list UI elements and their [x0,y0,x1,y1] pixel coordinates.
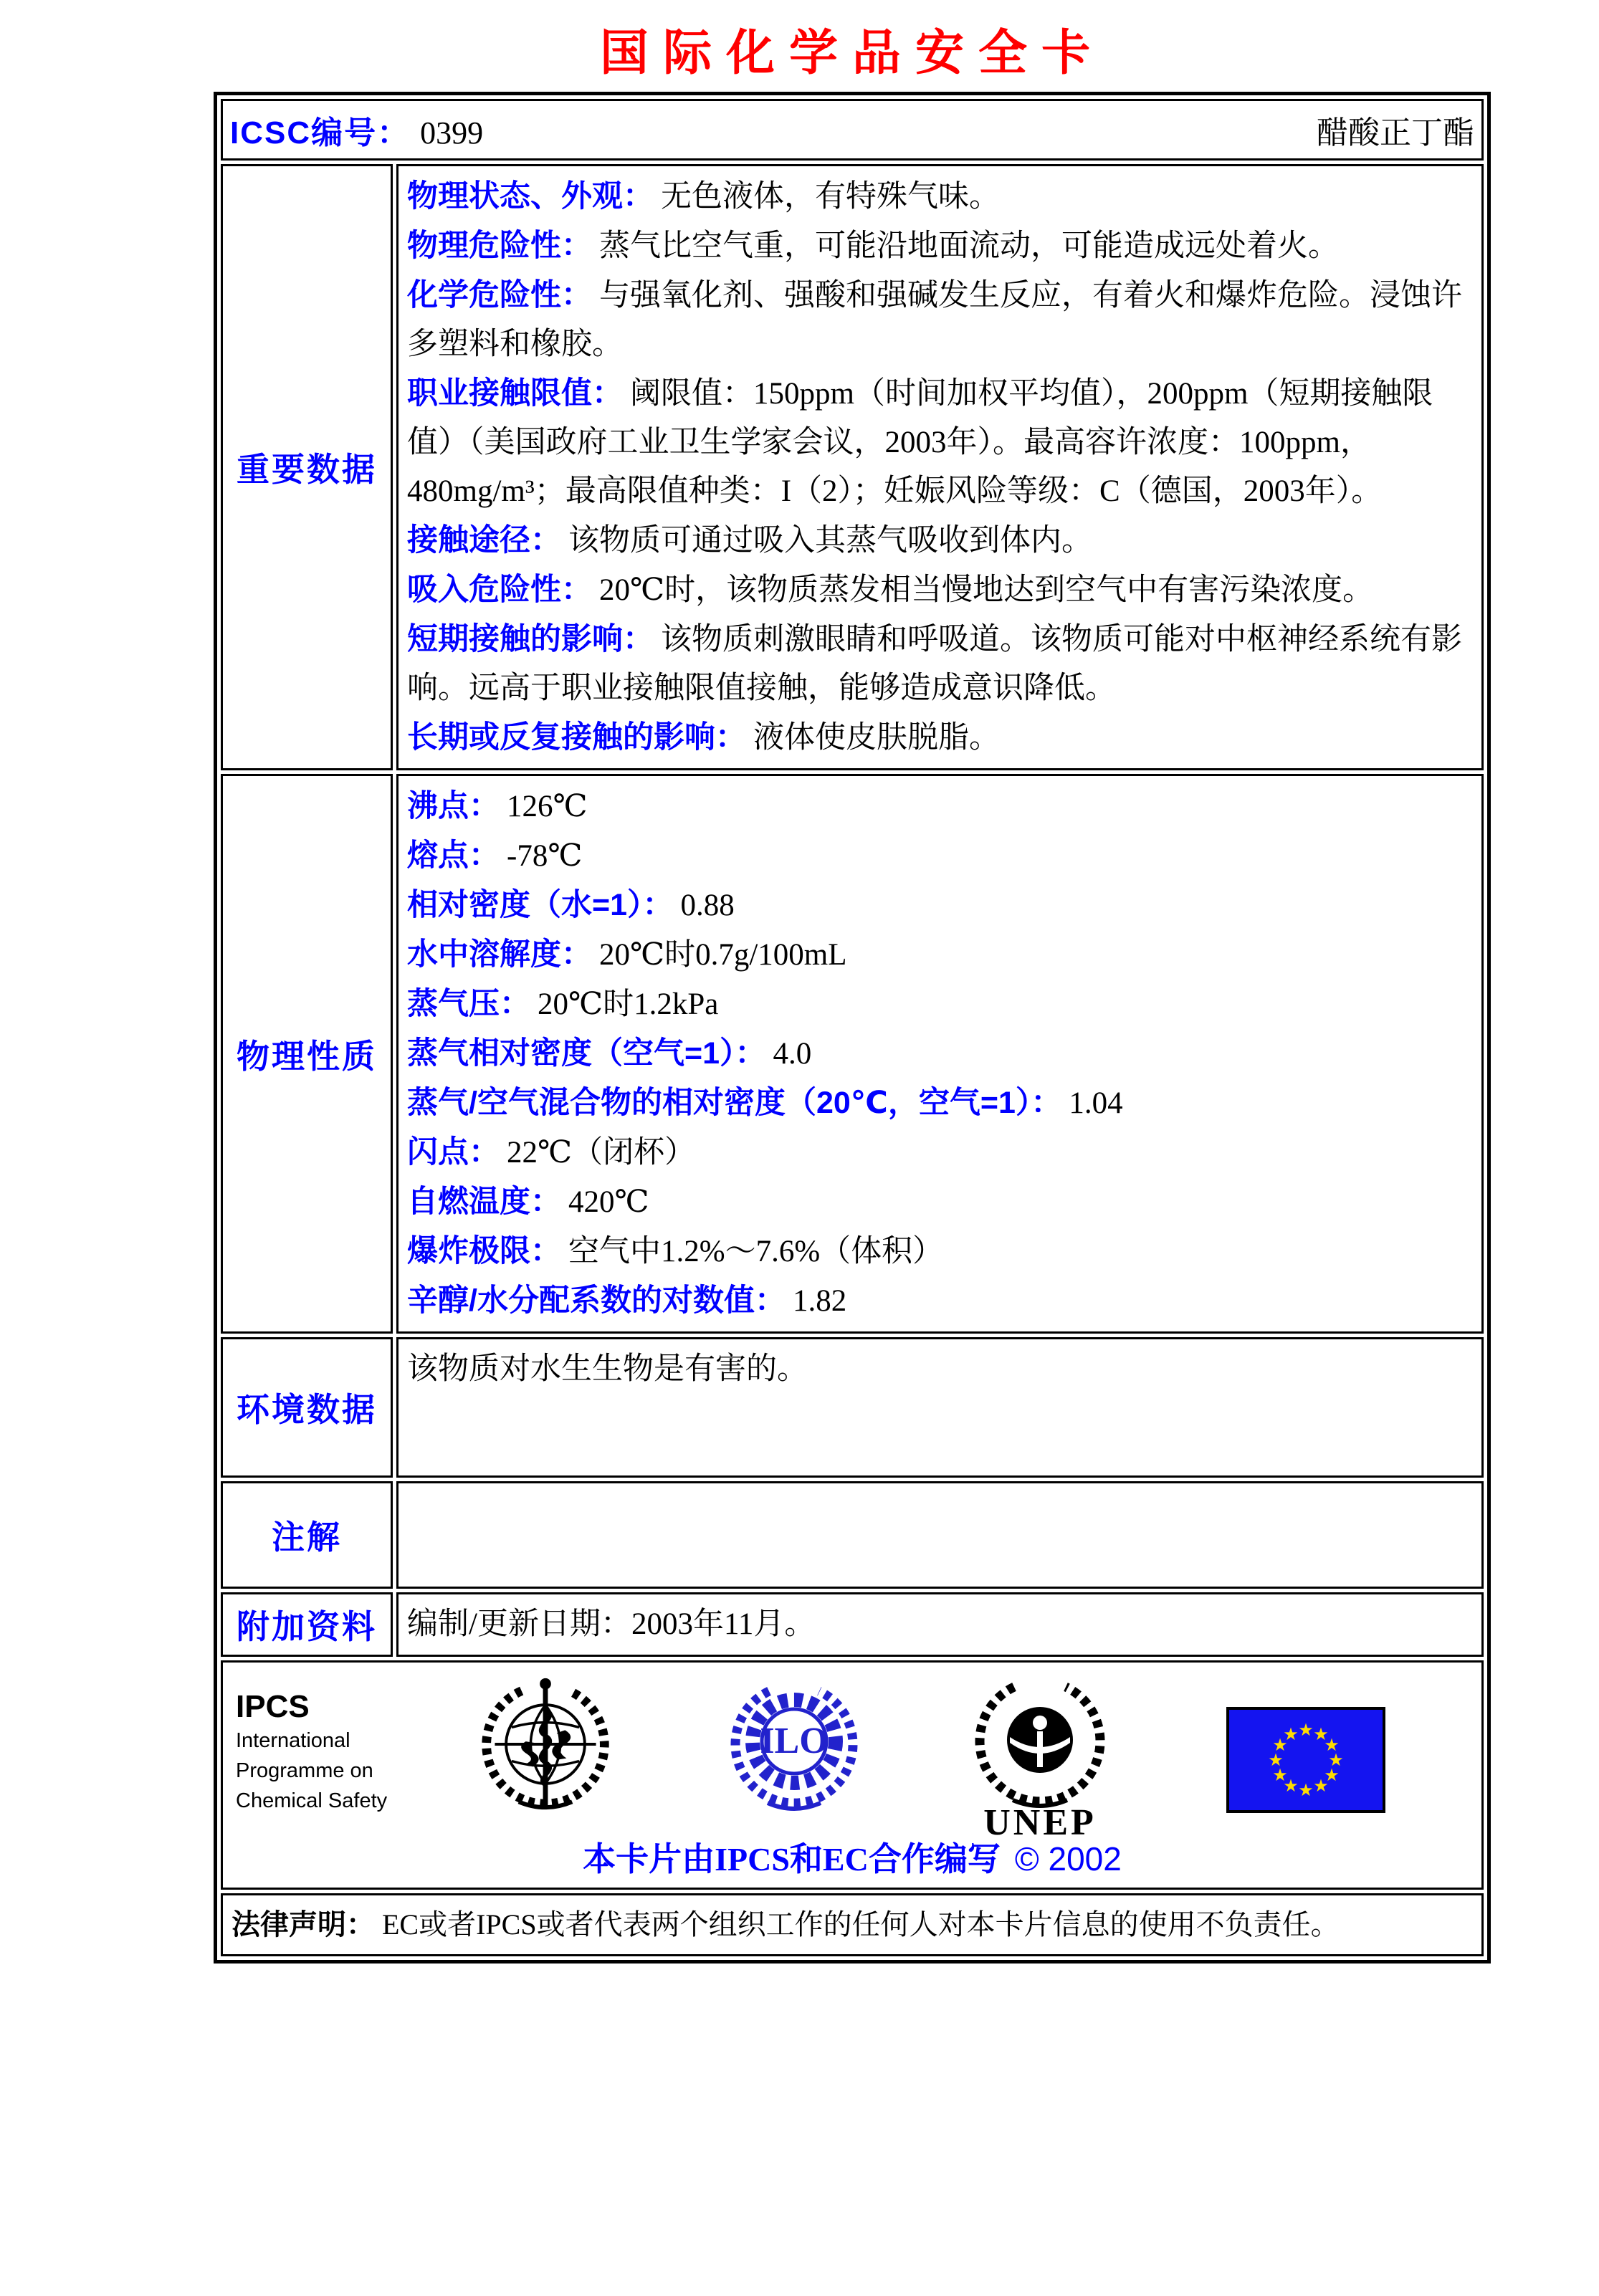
notes-row [221,1481,1484,1589]
important-data-row [221,164,1484,770]
ipcs-line-2: Programme on [236,1759,373,1782]
cooperation-caption [223,1833,1481,1880]
field-value: 126℃ [507,790,588,823]
field-value: 空气中1.2%～7.6%（体积） [568,1235,944,1268]
field-value: 蒸气比空气重，可能沿地面流动，可能造成远处着火。 [599,229,1339,263]
legal-cell [221,1893,1484,1956]
who-logo-icon [475,1673,616,1816]
data-line [407,1128,1473,1177]
field-label: 短期接触的影响： [407,622,654,656]
data-line [407,1227,1473,1276]
svg-text:★: ★ [1283,1724,1299,1744]
field-label: 长期或反复接触的影响： [407,720,746,755]
field-label: 蒸气压： [407,987,530,1021]
field-label: 物理危险性： [407,229,592,263]
data-line [407,565,1473,615]
icsc-sheet [0,23,1599,2296]
field-value: 420℃ [568,1185,649,1219]
ilo-letters: ILO [760,1721,829,1761]
data-line [407,1177,1473,1227]
icsc-number-group [230,107,483,153]
section-label-important: 重要数据 [221,164,393,770]
data-line [407,930,1473,980]
environmental-data-content [396,1337,1484,1478]
section-label-additional: 附加资料 [221,1592,393,1657]
data-line [407,831,1473,881]
field-label: 职业接触限值： [407,376,623,411]
field-label: 物理状态、外观： [407,179,654,214]
field-label: 相对密度（水=1）： [407,888,674,922]
data-line [407,615,1473,713]
field-label: 闪点： [407,1135,500,1169]
legal-row [221,1893,1484,1956]
icsc-card-table [214,92,1491,1963]
data-line [407,713,1473,762]
field-label: 辛醇/水分配系数的对数值： [407,1283,786,1318]
field-value: 液体使皮肤脱脂。 [753,721,1000,755]
field-value: 与强氧化剂、强酸和强碱发生反应，有着火和爆炸危险。浸蚀许多塑料和橡胶。 [407,279,1462,361]
copyright-text: © 2002 [1014,1840,1122,1878]
logos-cell [221,1660,1484,1890]
physical-properties-row [221,774,1484,1334]
field-value: 20℃时，该物质蒸发相当慢地达到空气中有害污染浓度。 [599,573,1374,607]
physical-properties-list [407,782,1473,1326]
section-label-environment: 环境数据 [221,1337,393,1478]
field-value: 无色液体，有特殊气味。 [661,180,1000,214]
data-line [407,980,1473,1029]
svg-text:★: ★ [1313,1724,1329,1744]
environmental-data-row [221,1337,1484,1478]
svg-text:★: ★ [1328,1750,1344,1770]
unep-letters: UNEP [983,1802,1097,1840]
notes-content [396,1481,1484,1589]
field-label: 化学危险性： [407,278,592,312]
data-line [407,271,1473,369]
ipcs-acronym: IPCS [236,1689,310,1724]
data-line [407,172,1473,221]
section-label-notes: 注解 [221,1481,393,1589]
data-line [407,1078,1473,1128]
field-value: 22℃（闭杯） [507,1136,696,1169]
data-line [407,1029,1473,1078]
ipcs-text-block [236,1688,387,1816]
data-line [407,782,1473,831]
ipcs-line-3: Chemical Safety [236,1789,388,1812]
field-label: 蒸气相对密度（空气=1）： [407,1036,766,1071]
icsc-number-row [221,99,1484,161]
field-label: 熔点： [407,838,500,873]
svg-text:★: ★ [1268,1750,1284,1770]
svg-text:★: ★ [1272,1735,1288,1755]
field-value: 20℃时1.2kPa [538,987,719,1021]
icsc-number-label: ICSC编号： [230,115,411,150]
ipcs-line-1: International [236,1729,350,1752]
icsc-number-cell [221,99,1484,161]
chemical-name: 醋酸正丁酯 [1317,115,1474,150]
unep-logo-icon [967,1671,1113,1840]
environment-text: 该物质对水生生物是有害的。 [407,1352,808,1386]
eu-flag-icon [1226,1707,1385,1813]
svg-text:★: ★ [1283,1776,1299,1796]
field-label: 吸入危险性： [407,573,592,607]
svg-text:★: ★ [1324,1765,1340,1785]
field-value: 1.82 [792,1284,847,1318]
field-label: 接触途径： [407,523,561,558]
field-label: 水中溶解度： [407,937,592,972]
data-line [407,369,1473,516]
data-line [407,881,1473,930]
additional-text: 编制/更新日期：2003年11月。 [407,1607,816,1641]
icsc-number-value: 0399 [420,115,484,150]
data-line [407,516,1473,565]
field-value: 1.04 [1069,1086,1123,1120]
svg-text:★: ★ [1313,1776,1329,1796]
field-value: 阈限值：150ppm（时间加权平均值），200ppm（短期接触限值）（美国政府工业卫生学家会议，2003年）。最高容许浓度：100ppm，480mg/m³；最高限值种类：I（2）；妊娠风险等级：C（德国，2003年）。 [407,377,1433,508]
important-data-list [407,172,1473,762]
data-line [407,1276,1473,1326]
important-data-content [396,164,1484,770]
section-label-physical: 物理性质 [221,774,393,1334]
field-value: 4.0 [773,1037,812,1071]
additional-info-content [396,1592,1484,1657]
caption-text: 本卡片由IPCS和EC合作编写 [583,1841,1001,1878]
ilo-logo-icon [726,1675,862,1816]
field-value: 该物质可通过吸入其蒸气吸收到体内。 [568,524,1092,558]
field-value: 0.88 [680,889,735,922]
field-value: 该物质刺激眼睛和呼吸道。该物质可能对中枢神经系统有影响。远高于职业接触限值接触，能够造成意识降低。 [407,623,1462,705]
svg-text:★: ★ [1298,1780,1314,1800]
field-label: 蒸气/空气混合物的相对密度（20℃，空气=1）： [407,1086,1062,1120]
legal-text: EC或者IPCS或者代表两个组织工作的任何人对本卡片信息的使用不负责任。 [382,1908,1340,1941]
additional-info-row [221,1592,1484,1657]
field-value: 20℃时0.7g/100mL [599,938,847,972]
data-line [407,221,1473,271]
field-value: -78℃ [507,839,583,873]
legal-label: 法律声明： [232,1909,375,1941]
page-title: 国际化学品安全卡 [599,26,1104,80]
logos-row [221,1660,1484,1890]
field-label: 沸点： [407,789,500,823]
field-label: 自燃温度： [407,1185,561,1219]
svg-text:★: ★ [1272,1765,1288,1785]
svg-text:★: ★ [1298,1720,1314,1740]
field-label: 爆炸极限： [407,1234,561,1268]
physical-properties-content [396,774,1484,1334]
svg-text:★: ★ [1324,1735,1340,1755]
